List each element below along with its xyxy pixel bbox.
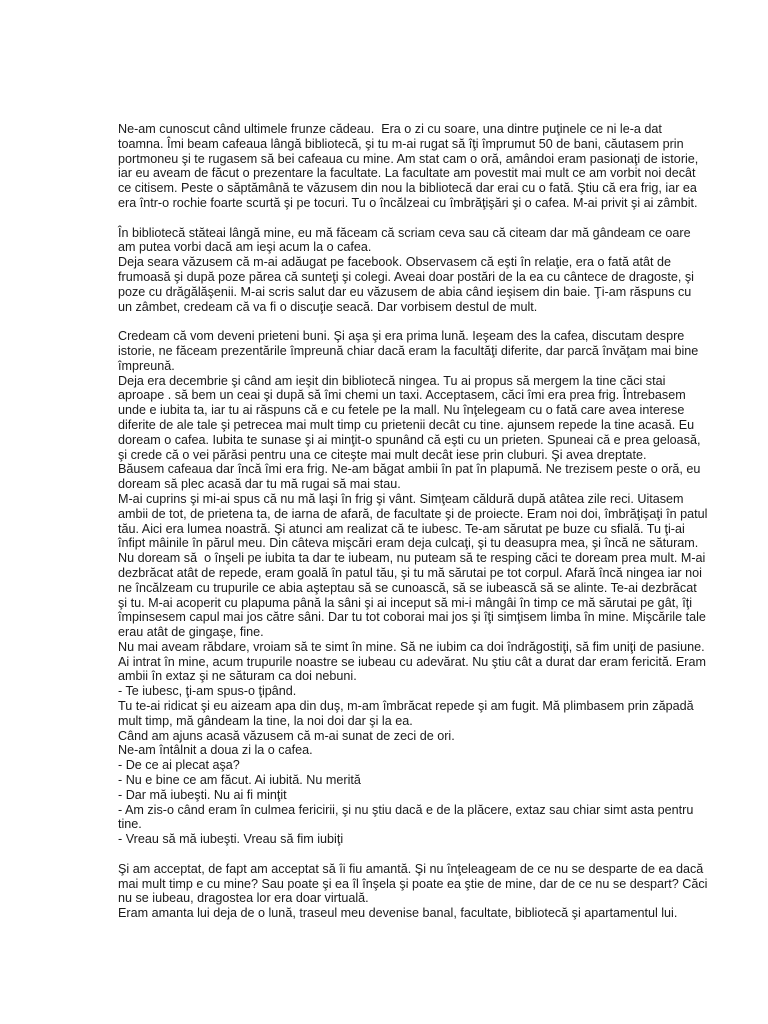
text-line: Ne-am cunoscut când ultimele frunze cădeau. Era o zi cu soare, una dintre puţinele ce ni le-a dat (118, 122, 662, 136)
text-line: şi tu. M-ai acoperit cu plapuma până la sâni şi ai inceput să mi-i mângâi în timp ce mă sărutai pe gât, îţi (118, 595, 692, 610)
text-line: - Te iubesc, ţi-am spus-o ţipând. (118, 684, 297, 699)
text-line: unde e iubita ta, iar tu ai răspuns că e cu fetele pe la mall. Nu înţelegeam cu o fată care avea interese (118, 403, 685, 418)
paragraph (118, 861, 708, 921)
paragraph (118, 225, 694, 315)
text-line: nu se iubeau, dragostea lor era doar virtuală. (118, 891, 369, 906)
text-line: împinsesem capul mai jos către sâni. Dar tu tot coborai mai jos şi îţi simţisem limba în mine. Mişcările tale (118, 610, 706, 625)
text-line: era într-o rochie foarte scurtă şi pe tocuri. Tu o încălzeai cu îmbrăţişări şi o cafea. M-ai privit şi ai zâmbit. (118, 195, 698, 210)
text-line: În bibliotecă stăteai lângă mine, eu mă făceam că scriam ceva sau că citeam dar mă gândeam ce oare (118, 225, 691, 240)
text-line: doream să plec acasă dar tu mă rugai să mai stau. (118, 477, 401, 492)
text-line: dezbrăcat atât de repede, eram goală în patul tău, şi tu mă sărutai pe tot corpul. Afară încă ningea iar noi (118, 565, 702, 580)
text-line: frumoasă şi după poze părea că sunteţi şi colegi. Aveai doar postări de la ea cu cântece de dragoste, şi (118, 269, 694, 284)
text-line: mult timp, mă gândeam la tine, la noi doi dar şi la ea. (118, 713, 413, 728)
text-line: ambii de tot, de prietena ta, de iarna de afară, de facultate şi de proiecte. Eram noi doi, îmbrăţişaţi în patul (118, 506, 708, 521)
text-line: ambii în extaz şi ne săturam ca doi nebuni. (118, 669, 357, 684)
text-line: iar eu aveam de făcut o prezentare la facultate. La facultate am povestit mai mult ce am vorbit noi decât (118, 166, 696, 181)
text-line: am putea vorbi dacă am ieşi acum la o cafea. (118, 240, 372, 255)
text-line: poze cu drăgălăşenii. M-ai scris salut dar eu văzusem de abia când ieşisem din baie. Ţi-am răspuns cu (118, 284, 692, 299)
text-line: tine. (118, 817, 142, 832)
text-line: Tu te-ai ridicat şi eu aizeam apa din duş, m-am îmbrăcat repede şi am fugit. Mă plimbasem prin zăpadă (118, 699, 694, 714)
text-line: tău. Aici era lumea noastră. Şi atunci am realizat că te iubesc. Te-am sărutat pe buze cu sfială. Tu ţi-ai (118, 521, 685, 536)
text-line: - Vreau să mă iubeşti. Vreau să fim iubiţi (118, 832, 344, 847)
paragraph (118, 329, 708, 847)
paragraph (118, 122, 699, 211)
text-line: Deja seara văzusem că m-ai adăugat pe facebook. Observasem că eşti în relaţie, era o fată atât de (118, 255, 672, 270)
text-line: aproape . să bem un ceai şi după să îmi chemi un taxi. Acceptasem, căci îmi era prea frig. Întrebasem (118, 388, 686, 403)
text-line: Şi am acceptat, de fapt am acceptat să îi fiu amantă. Şi nu înţeleageam de ce nu se desparte de ea dacă (118, 861, 704, 876)
text-line: şi crede că o vei părăsi pentru una ce citeşte mai mult decât iese prin cluburi. Şi avea dreptate. (118, 447, 647, 462)
text-line: portmoneu şi te rugasem să bei cafeaua cu mine. Am stat cam o oră, amândoi eram pasionaţi de istorie, (118, 151, 699, 166)
text-line: mai mult timp e cu mine? Sau poate şi ea îl înşela şi poate ea ştie de mine, dar de ce nu se despart? Căci (118, 876, 708, 891)
text-line: Nu mai aveam răbdare, vroiam să te simt în mine. Să ne iubim ca doi îndrăgostiţi, să fim uniţi de pasiune. (118, 639, 705, 654)
text-line: erau atât de gingaşe, fine. (118, 625, 264, 640)
text-line: - De ce ai plecat aşa? (118, 758, 240, 773)
document-page (118, 122, 708, 936)
text-line: toamna. Îmi beam cafeaua lângă bibliotecă, şi tu m-ai rugat să îţi împrumut 50 de bani, căutasem prin (118, 136, 684, 151)
text-line: Când am ajuns acasă văzusem că m-ai sunat de zeci de ori. (118, 728, 455, 743)
text-line: doream o cafea. Iubita te sunase şi ai minţit-o spunând că eşti cu un prieten. Spuneai că e prea geloasă, (118, 432, 701, 447)
text-line: Nu doream să o înşeli pe iubita ta dar te iubeam, nu puteam să te resping căci te doream prea mult. M-ai (118, 551, 706, 566)
text-line: istorie, ne făceam prezentările împreună chiar dacă eram la facultăţi diferite, dar parcă învăţam mai bine (118, 343, 699, 358)
text-line: - Nu e bine ce am făcut. Ai iubită. Nu merită (118, 773, 361, 788)
text-line: - Dar mă iubeşti. Nu ai fi minţit (118, 787, 287, 802)
text-line: - Am zis-o când eram în culmea fericirii, şi nu ştiu dacă e de la plăcere, extaz sau chiar simt asta pentru (118, 802, 694, 817)
text-line: Eram amanta lui deja de o lună, traseul meu devenise banal, facultate, bibliotecă şi apartamentul lui. (118, 906, 678, 921)
text-line: diferite de ale tale şi petrecea mai mult timp cu prietenii decât cu tine. ajunsem repede la tine acasă. Eu (118, 417, 695, 432)
text-line: un zâmbet, credeam că va fi o discuţie seacă. Dar vorbisem destul de mult. (118, 299, 538, 314)
text-line: ne încălzeam cu trupurile ce abia aşteptau să se cunoască, să se iubească să se alinte. Te-ai dezbrăcat (118, 580, 697, 595)
text-line: ce citisem. Peste o săptămână te văzusem din nou la bibliotecă dar erai cu o fată. Ştiu că era frig, iar ea (118, 181, 697, 196)
text-line: M-ai cuprins şi mi-ai spus că nu mă laşi în frig şi vânt. Simţeam căldură după atâtea zile reci. Uitasem (118, 491, 684, 506)
text-line: Băusem cafeaua dar încă îmi era frig. Ne-am băgat ambii în pat în plapumă. Ne trezisem peste o oră, eu (118, 462, 701, 477)
text-line: Ne-am întâlnit a doua zi la o cafea. (118, 743, 313, 758)
text-line: Deja era decembrie şi când am ieşit din bibliotecă ningea. Tu ai propus să mergem la tine căci stai (118, 373, 666, 388)
text-line: împreună. (118, 358, 175, 373)
text-line: înfipt mâinile în părul meu. Din câteva mişcări eram deja culcaţi, şi tu deasupra mea, şi încă ne săturam. (118, 536, 699, 551)
text-line: Ai intrat în mine, acum trupurile noastre se iubeau cu adevărat. Nu ştiu cât a durat dar eram fericită. Eram (118, 654, 706, 669)
text-line: Credeam că vom deveni prieteni buni. Şi aşa şi era prima lună. Ieşeam des la cafea, discutam despre (118, 329, 685, 344)
